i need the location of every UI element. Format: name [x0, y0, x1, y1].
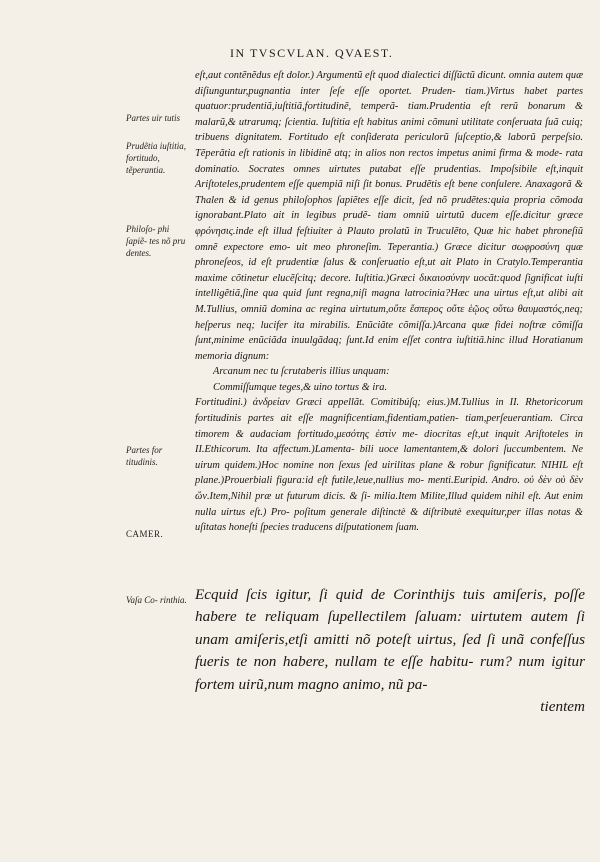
horace-verse-2: Commiſſumque teges,& uino tortus & ira. [213, 381, 388, 393]
horace-verse-1: Arcanum nec tu ſcrutaberis illius unquam: [213, 366, 390, 378]
main-text [195, 584, 585, 718]
margin-note-partes-virtutis: Partes uir tutis [126, 113, 181, 123]
main-text-body: Ecquid ſcis igitur, ſi quid de Corinthijs tuis amiſeris, poſſe habere te reliquam ſupellectilem ſaluam: uirtutem autem ſi unam amiſeris,etſi amitti nõ poteſt uirtus, ſed ſi unã confeſſus fueris te non habere, nullam te eſſe habitu- rum? num igitur fortem uirũ,num magno animo, nũ pa- [195, 586, 585, 693]
margin-note-virtues: Prudẽtia iuſtitia, fortitudo, tẽperantia. [126, 141, 186, 175]
margin-note-vasa-corinthia: Vaſa Co- rinthia. [126, 595, 187, 605]
margin-note-philosophi: Philoſo- phi ſapiẽ- tes nõ pru dentes. [126, 224, 186, 258]
margin-note-camer: CAMER. [126, 529, 164, 539]
commentary-gloss [195, 68, 583, 536]
gloss-paragraph-1: eſt,aut contẽnẽdus eſt dolor.) Argumentũ eſt quod dialectici diſſũctũ dicunt. omnia autem quæ diſiunguntur,pugnantia inter ſeſe eſſe oportet. Pruden- tiam.)Virtus habet partes quatuor:prudentiã,iuſtitiã,fortitudinẽ, temperã- tiam.Prudentia eſt rerũ bonarum & malarũ,& utrarumq; ſcientia. Iuſtitia eſt habitus animi cõmuni utilitate conſeruata ſuã cuiq; tribuens dignitatem. Fortitudo eſt conſiderata periculorũ ſuſceptio,& laborũ perpeſsio. Tẽperãtia eſt rationis in libidinẽ atq; in alios non rectos impetus animi firma & mode- rata dominatio. Socrates omnes uirtutes putabat eſſe prudentias. Impoſsibile eſt,inquit Ariſtoteles,prudentem eſſe quempiã niſi ſit bonus. Prudẽtis eſt bene conſulere. Anaxagorã & Thalen & id genus philoſophos ſapiẽtes eſſe dicit, ſed nõ prudẽtes:quia propria cõmoda ignorabant.Plato ait in legibus prudẽ- tiam omniũ uirtutũ ducem eſſe.dicitur græce φρόνησις.inde eſt illud feſtiuiter à Plauto prolatũ in Truculẽto, Quæ hic habet phroneſiũ omnẽ expectore emo- uit meo phroneſim. Teperantia.) Græce dicitur σωφροσύνη quæ phroneſeos, id eſt prudentiæ ſalus & conſeruatio eſt,ut ait Plato in Cratylo.Temperantia maxime cõtinetur elucẽſcitq; decore. Iuſtitia.)Græci δικαιοσύνην uocãt:quod ſignificat iuſti intelligẽtiã,ſine qua quid ſunt regna,niſi magna latrocinia?Hæc una uirtus eſt,ut alibi ait M.Tullius, omniũ domina ac regina uirtutum,οὔτε ἕσπερος οὔτε ἑῷος οὕτω θαυμαστός,neq; heſperus neq; lucifer ita mirabilis. Enũciãte cõmiſſa.)Arcana quæ fidei noſtræ cõmiſſa ſunt,minime enũciãda inuulgãdaq; ſunt.Id enim eſſet contra iuſtitiã.hinc illud Horatianum memoria dignum: [195, 70, 583, 362]
gloss-paragraph-2: Fortitudini.) ἀνδρείαν Græci appellãt. Comitibúſq; eius.)M.Tullius in II. Rhetoricorum fortitudinis partes ait eſſe magnificentiam,fidentiam,patien- tiam,perſeuerantiam. Circa timorem & audaciam fortitudo,μεσότης ἐστὶν me- diocritas eſt,ut inquit Ariſtoteles in II.Ethicorum. Ita affectum.)Lamenta- bili uoce lamentantem,& dolori ſuccumbentem. Ne uirum quidem.)Hoc nomine non ſexus ſed uirilitas plane & robur ſignificatur. NIHIL eſt plane.)Prouerbiali figura:id eſt futile,leue,nullius mo- menti.Euripid. Andro. οὐ δὲν οὐ δὲν ὤν.Item,Nihil præ ut futurum dicis. & ſi- milia.Item Milite,Illud quidem nihil eſt. Aut enim nulla uirtus eſt.) Pro- poſitum generale diſtinctè & diſtributè exequitur,per illas notas & uſitatas honeſti ſpecies traducens diſputationem ſuam. [195, 397, 583, 534]
catchword: tientem [540, 698, 585, 716]
margin-note-partes-fortitudinis: Partes for titudinis. [126, 445, 163, 467]
running-head: IN TVSCVLAN. QVAEST. [230, 46, 394, 60]
